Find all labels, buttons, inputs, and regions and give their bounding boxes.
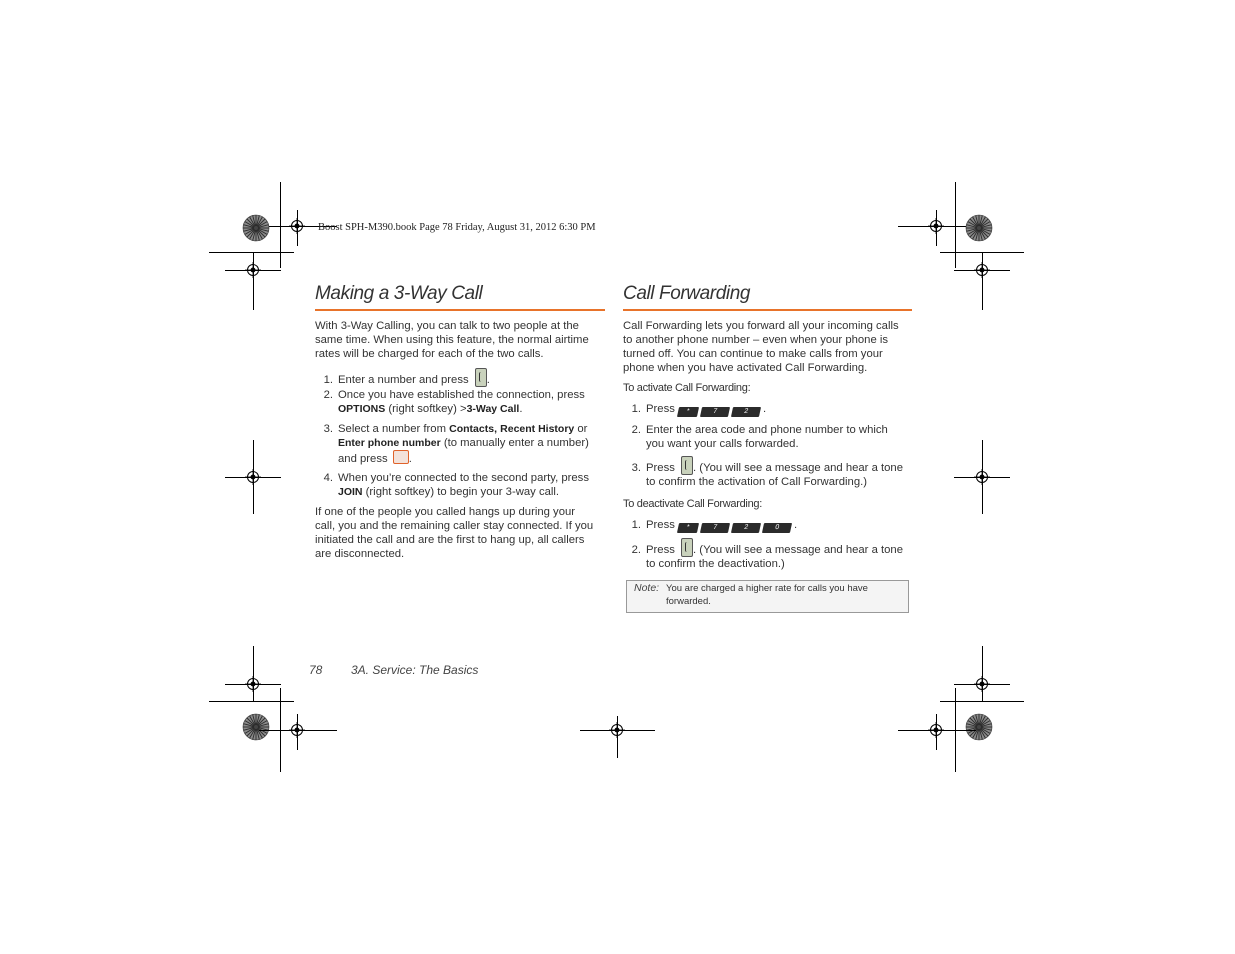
color-rosette-icon [965, 713, 993, 741]
seven-key-icon: 7 [700, 407, 730, 417]
deactivate-step-1: 1. Press * 7 2 0 . [631, 519, 798, 531]
deactivate-step-2: 2. Press . (You will see a message and hear a tone to confirm the deactivation.) [623, 538, 915, 570]
send-key-icon [475, 368, 487, 387]
seven-key-icon: 7 [700, 523, 730, 533]
color-rosette-icon [242, 214, 270, 242]
section-title-forwarding: Call Forwarding [623, 283, 751, 304]
crop-line [898, 730, 976, 731]
section-name: 3A. Service: The Basics [351, 663, 479, 677]
outro-paragraph: If one of the people you called hangs up during your call, you and the remaining caller stay connected. If you initiated the call and are the first to hang up, all callers are disconnected. [315, 506, 594, 560]
title-rule [623, 309, 912, 311]
crop-line [982, 252, 983, 310]
crop-line [617, 716, 618, 758]
intro-paragraph: With 3-Way Calling, you can talk to two people at the same time. When using this feature, the normal airtime rates will be charged for each of the two calls. [315, 320, 589, 360]
crop-line [936, 210, 937, 246]
color-rosette-icon [242, 713, 270, 741]
crop-line [954, 684, 1010, 685]
step-2: 2. Once you have established the connection, press OPTIONS (right softkey) >3-Way Call. [323, 389, 585, 415]
crop-line [209, 701, 294, 702]
crop-line [982, 646, 983, 702]
end-key-icon [393, 450, 409, 464]
note-text: You are charged a higher rate for calls you have forwarded. [666, 583, 868, 607]
step-3: 3. Select a number from Contacts, Recent History or Enter phone number (to manually enter a number) and press . [323, 423, 589, 465]
crop-line [955, 182, 956, 268]
book-header: Boost SPH-M390.book Page 78 Friday, August 31, 2012 6:30 PM [318, 222, 596, 233]
send-key-icon [681, 456, 693, 475]
send-key-icon [681, 538, 693, 557]
color-rosette-icon [965, 214, 993, 242]
crop-line [954, 477, 1010, 478]
crop-line [936, 714, 937, 750]
two-key-icon: 2 [731, 523, 761, 533]
page-number: 78 [309, 663, 323, 677]
star-key-icon: * [677, 523, 699, 533]
crop-line [940, 701, 1024, 702]
two-key-icon: 2 [731, 407, 761, 417]
crop-line [225, 684, 281, 685]
crop-line [225, 477, 281, 478]
crop-line [280, 182, 281, 268]
activate-step-2: 2. Enter the area code and phone number to which you want your calls forwarded. [631, 424, 888, 450]
note-label: Note: [634, 582, 660, 594]
deactivate-label: To deactivate Call Forwarding: [623, 498, 762, 510]
crop-line [297, 210, 298, 246]
crop-line [209, 252, 294, 253]
crop-line [253, 252, 254, 310]
activate-step-1: 1. Press * 7 2 . [631, 403, 767, 415]
activate-label: To activate Call Forwarding: [623, 382, 751, 394]
activate-step-3: 3. Press . (You will see a message and hear a tone to confirm the activation of Call Forwarding.) [623, 456, 915, 488]
zero-key-icon: 0 [762, 523, 792, 533]
forwarding-intro: Call Forwarding lets you forward all your incoming calls to another phone number – even when your phone is turned off. You can continue to make calls from your phone when you have activated Call Forwarding. [623, 320, 899, 374]
step-4: 4. When you’re connected to the second party, press JOIN (right softkey) to begin your 3-way call. [323, 472, 589, 498]
star-key-icon: * [677, 407, 699, 417]
crop-line [297, 714, 298, 750]
crop-line [253, 646, 254, 702]
note-box [626, 580, 909, 613]
section-title-3way: Making a 3-Way Call [315, 283, 483, 304]
step-1: 1. Enter a number and press . [315, 368, 610, 386]
crop-line [259, 730, 337, 731]
title-rule [315, 309, 605, 311]
